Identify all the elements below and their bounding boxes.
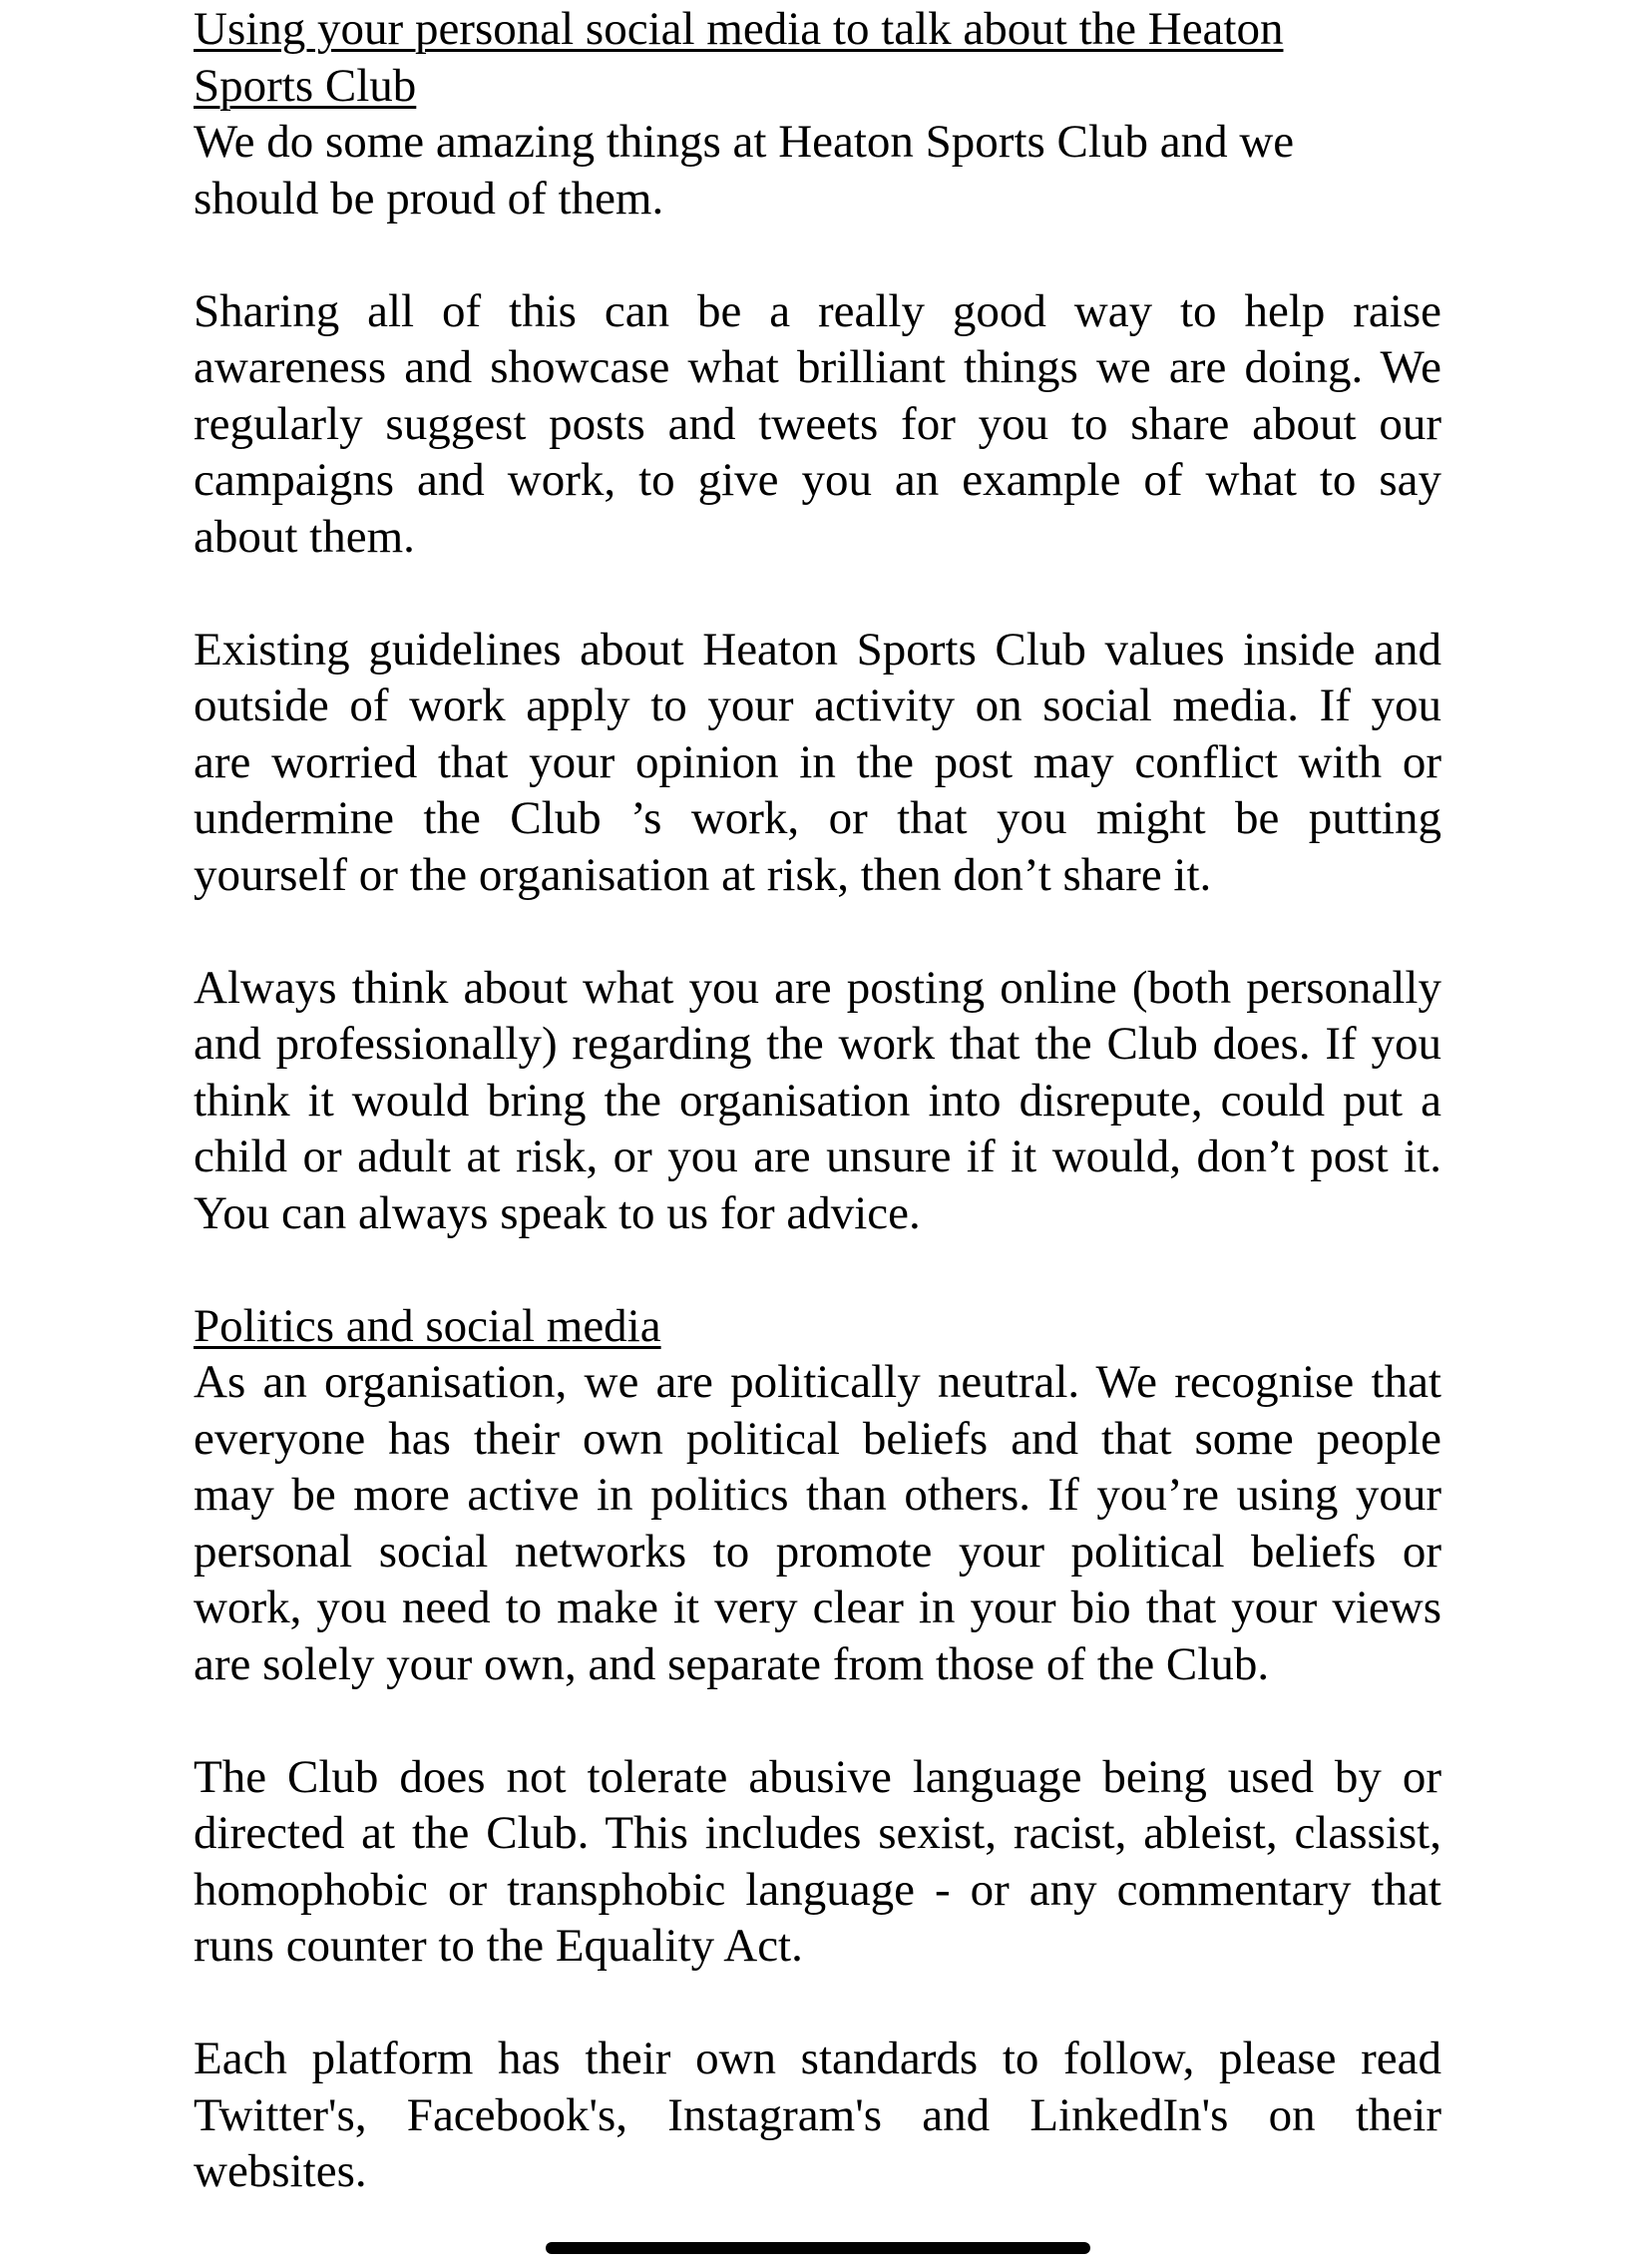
text-line: undermine the Club ’s work, or that you might be putting <box>194 792 1441 844</box>
text-line: The Club does not tolerate abusive language being used by or <box>194 1750 1441 1803</box>
text-line: Existing guidelines about Heaton Sports Club values inside and <box>194 623 1441 676</box>
paragraph-spacer <box>194 903 1441 960</box>
text-line: Always think about what you are posting online (both personally <box>194 961 1441 1014</box>
text-line: runs counter to the Equality Act. <box>194 1920 803 1972</box>
text-line: websites. <box>194 2145 367 2197</box>
heading-line: Using your personal social media to talk about the Heaton <box>194 3 1284 55</box>
text-line: are solely your own, and separate from those of the Club. <box>194 1637 1270 1690</box>
text-line: think it would bring the organisation into disrepute, could put a <box>194 1074 1441 1127</box>
text-line: should be proud of them. <box>194 172 664 225</box>
paragraph-abusive-language <box>194 1749 1441 1975</box>
text-line: yourself or the organisation at risk, then don’t share it. <box>194 848 1212 901</box>
paragraph-spacer <box>194 565 1441 622</box>
paragraph-spacer <box>194 1241 1441 1298</box>
paragraph-always-think <box>194 960 1441 1242</box>
text-line: and professionally) regarding the work that the Club does. If you <box>194 1018 1441 1070</box>
heading-line: Politics and social media <box>194 1299 661 1352</box>
text-line: Twitter's, Facebook's, Instagram's and LinkedIn's on their <box>194 2088 1441 2141</box>
text-line: We do some amazing things at Heaton Sports Club and we <box>194 116 1295 168</box>
text-line: are worried that your opinion in the post may conflict with or <box>194 735 1441 788</box>
text-line: everyone has their own political beliefs and that some people <box>194 1412 1441 1465</box>
text-line: As an organisation, we are politically neutral. We recognise that <box>194 1356 1441 1408</box>
section-heading-personal-social-media <box>194 1 1441 114</box>
text-line: child or adult at risk, or you are unsure if it would, don’t post it. <box>194 1131 1441 1182</box>
paragraph-politically-neutral <box>194 1354 1441 1692</box>
text-line: regularly suggest posts and tweets for you to share about our <box>194 397 1441 450</box>
text-line: may be more active in politics than others. If you’re using your <box>194 1469 1441 1521</box>
section-heading-politics <box>194 1298 1441 1355</box>
paragraph-platform-standards <box>194 2031 1441 2200</box>
text-line: Each platform has their own standards to follow, please read <box>194 2033 1441 2084</box>
paragraph-existing-guidelines <box>194 622 1441 904</box>
home-indicator-bar[interactable] <box>546 2242 1090 2254</box>
text-line: work, you need to make it very clear in your bio that your views <box>194 1582 1441 1633</box>
text-line: homophobic or transphobic language - or any commentary that <box>194 1863 1441 1916</box>
text-line: awareness and showcase what brilliant things we are doing. We <box>194 341 1441 393</box>
paragraph-spacer <box>194 1975 1441 2032</box>
paragraph-sharing <box>194 283 1441 566</box>
text-line: about them. <box>194 510 415 563</box>
text-line: directed at the Club. This includes sexist, racist, ableist, classist, <box>194 1807 1441 1859</box>
text-line: Sharing all of this can be a really good way to help raise <box>194 284 1441 337</box>
text-line: outside of work apply to your activity on social media. If you <box>194 680 1441 731</box>
document-body <box>194 1 1441 2200</box>
text-line: personal social networks to promote your political beliefs or <box>194 1525 1441 1578</box>
heading-line: Sports Club <box>194 59 417 112</box>
paragraph-spacer <box>194 227 1441 283</box>
paragraph-spacer <box>194 1692 1441 1749</box>
paragraph-proud <box>194 114 1441 227</box>
text-line: You can always speak to us for advice. <box>194 1186 921 1239</box>
text-line: campaigns and work, to give you an example of what to say <box>194 454 1441 506</box>
